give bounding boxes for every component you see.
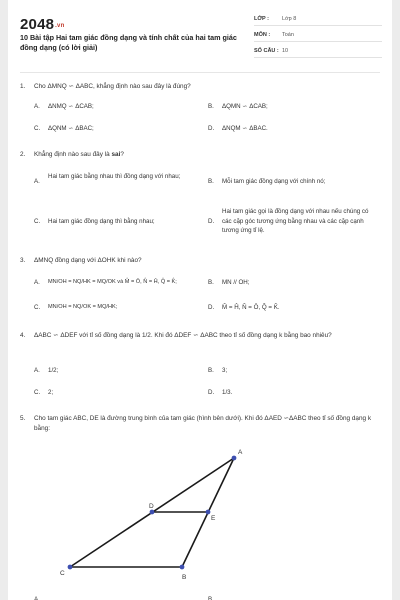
question-text xyxy=(34,150,378,160)
point-c xyxy=(68,565,73,570)
option-text: 1/3. xyxy=(222,389,233,396)
option-label: B. xyxy=(208,367,214,374)
option-label: D. xyxy=(208,218,215,225)
option-label: D. xyxy=(208,125,215,132)
label-d: D xyxy=(149,503,154,510)
option-label: B. xyxy=(208,596,214,600)
question-text: ΔABC ∽ ΔDEF với tỉ số đồng dạng là 1/2. Khi đó ΔDEF ∽ ΔABC theo tỉ số đồng dạng k bằng bao nhiêu? xyxy=(34,332,332,339)
option-label: A. xyxy=(34,596,40,600)
option-label: C. xyxy=(34,218,41,225)
option-text: 2; xyxy=(48,389,54,396)
option-label: C. xyxy=(34,125,41,132)
option-text: M̂ = Ĥ, N̂ = Ô, Q̂ = K̂. xyxy=(222,304,280,311)
header-divider xyxy=(20,72,380,73)
label-b: B xyxy=(182,574,187,581)
question-text: Cho ΔMNQ ∽ ΔABC, khẳng định nào sau đây là đúng? xyxy=(34,83,191,90)
option-label: A. xyxy=(34,279,40,286)
option-text: ΔQNM ∽ ΔBAC; xyxy=(48,125,94,132)
point-a xyxy=(232,456,237,461)
meta-class xyxy=(254,14,382,26)
label-e: E xyxy=(211,515,216,522)
option-text: MN // OH; xyxy=(222,279,250,286)
option-text: MN/OH = NQ/OK = MQ/HK; xyxy=(48,304,118,310)
option-label: D. xyxy=(208,304,215,311)
meta-count xyxy=(254,46,382,58)
option-label: A. xyxy=(34,103,40,110)
point-b xyxy=(180,565,185,570)
meta-count-value: 10 xyxy=(282,48,289,54)
question-number: 3. xyxy=(20,257,26,264)
logo-suffix: .vn xyxy=(55,23,65,29)
option-text: Hai tam giác đồng dạng thì bằng nhau; xyxy=(48,218,155,225)
point-d xyxy=(150,510,155,515)
option-text: 1/2; xyxy=(48,367,59,374)
option-label: B. xyxy=(208,178,214,185)
logo-text: 2048 xyxy=(20,16,55,33)
question-text-emphasis: sai xyxy=(111,151,121,158)
option-label: A. xyxy=(34,178,40,185)
label-a: A xyxy=(238,449,243,456)
question-number: 4. xyxy=(20,332,26,339)
option-label: B. xyxy=(208,279,214,286)
option-text: Hai tam giác gọi là đồng dạng với nhau nếu chúng có các cặp góc tương ứng bằng nhau và các cặp cạnh tương ứng tỉ lệ. xyxy=(222,208,369,235)
question-number: 2. xyxy=(20,151,26,158)
option-label: D. xyxy=(208,389,215,396)
question-text-part: ? xyxy=(120,151,124,158)
option-label: B. xyxy=(208,103,214,110)
meta-subject xyxy=(254,30,382,42)
question-text-part: Khẳng định nào sau đây là xyxy=(34,151,112,158)
document-page xyxy=(8,0,392,600)
question-text: Cho tam giác ABC, DE là đường trung bình của tam giác (hình bên dưới). Khi đó ΔAED ∽ΔABC theo tỉ số đồng dạng k bằng: xyxy=(34,415,372,432)
option-text: ΔQMN ∽ ΔCAB; xyxy=(222,103,268,110)
option-text: Hai tam giác bằng nhau thì đồng dạng với nhau; xyxy=(48,173,181,180)
meta-count-key: SỐ CÂU : xyxy=(254,48,279,54)
document-header xyxy=(8,0,392,78)
option-text: Mỗi tam giác đồng dạng với chính nó; xyxy=(222,178,326,185)
question-number: 1. xyxy=(20,83,26,90)
meta-subject-key: MÔN : xyxy=(254,32,271,38)
triangle-figure xyxy=(48,440,268,585)
point-e xyxy=(206,510,211,515)
option-text: 3; xyxy=(222,367,228,374)
option-text: ΔNQM ∽ ΔBAC. xyxy=(222,125,268,132)
meta-subject-value: Toán xyxy=(282,32,294,38)
option-text: ΔNMQ ∽ ΔCAB; xyxy=(48,103,94,110)
question-text: ΔMNQ đồng dạng với ΔOHK khi nào? xyxy=(34,257,142,264)
meta-class-value: Lớp 8 xyxy=(282,16,297,22)
option-label: C. xyxy=(34,304,41,311)
site-logo[interactable] xyxy=(20,16,64,33)
question-number: 5. xyxy=(20,415,26,422)
label-c: C xyxy=(60,570,65,577)
page-title: 10 Bài tập Hai tam giác đồng dạng và tính chất của hai tam giác đồng dạng (có lời giải) xyxy=(20,33,237,52)
meta-class-key: LỚP : xyxy=(254,16,269,22)
option-label: A. xyxy=(34,367,40,374)
option-label: C. xyxy=(34,389,41,396)
option-text: MN/OH = NQ/HK = MQ/OK và M̂ = Ô, N̂ = Ĥ, Q̂ = K̂; xyxy=(48,279,177,285)
